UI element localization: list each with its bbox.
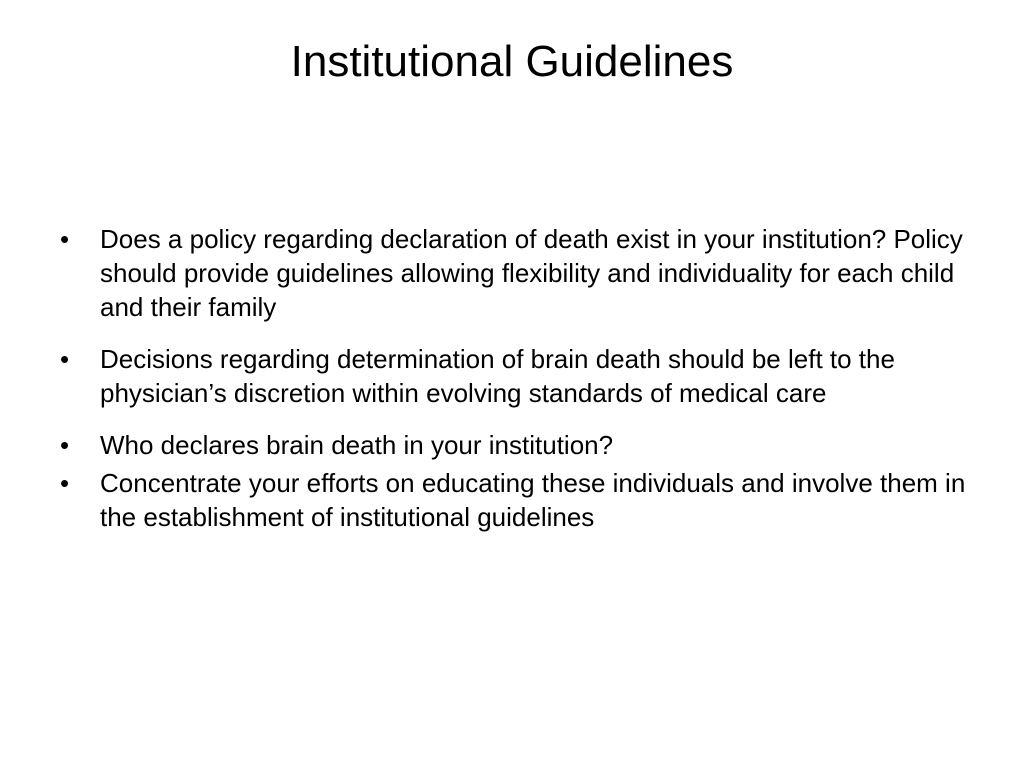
bullet-item: [60, 342, 980, 410]
bullet-item: [60, 222, 980, 324]
slide-title: Institutional Guidelines: [290, 37, 734, 86]
bullet-icon: •: [60, 224, 70, 254]
bullet-text: Decisions regarding determination of brain death should be left to the physician’s discretion within evolving standards of medical care: [100, 344, 895, 408]
bullet-text: Concentrate your efforts on educating these individuals and involve them in the establishment of institutional guidelines: [100, 468, 966, 532]
bullet-item: [60, 466, 980, 534]
bullet-text: Does a policy regarding declaration of death exist in your institution? Policy should provide guidelines allowing flexibility and individuality for each child and their family: [100, 224, 963, 322]
bullet-icon: •: [60, 430, 70, 460]
bullet-item: [60, 428, 980, 462]
bullet-text: Who declares brain death in your institution?: [100, 430, 614, 460]
bullet-icon: •: [60, 344, 70, 374]
bullet-icon: •: [60, 468, 70, 498]
bullet-list: [60, 222, 980, 534]
